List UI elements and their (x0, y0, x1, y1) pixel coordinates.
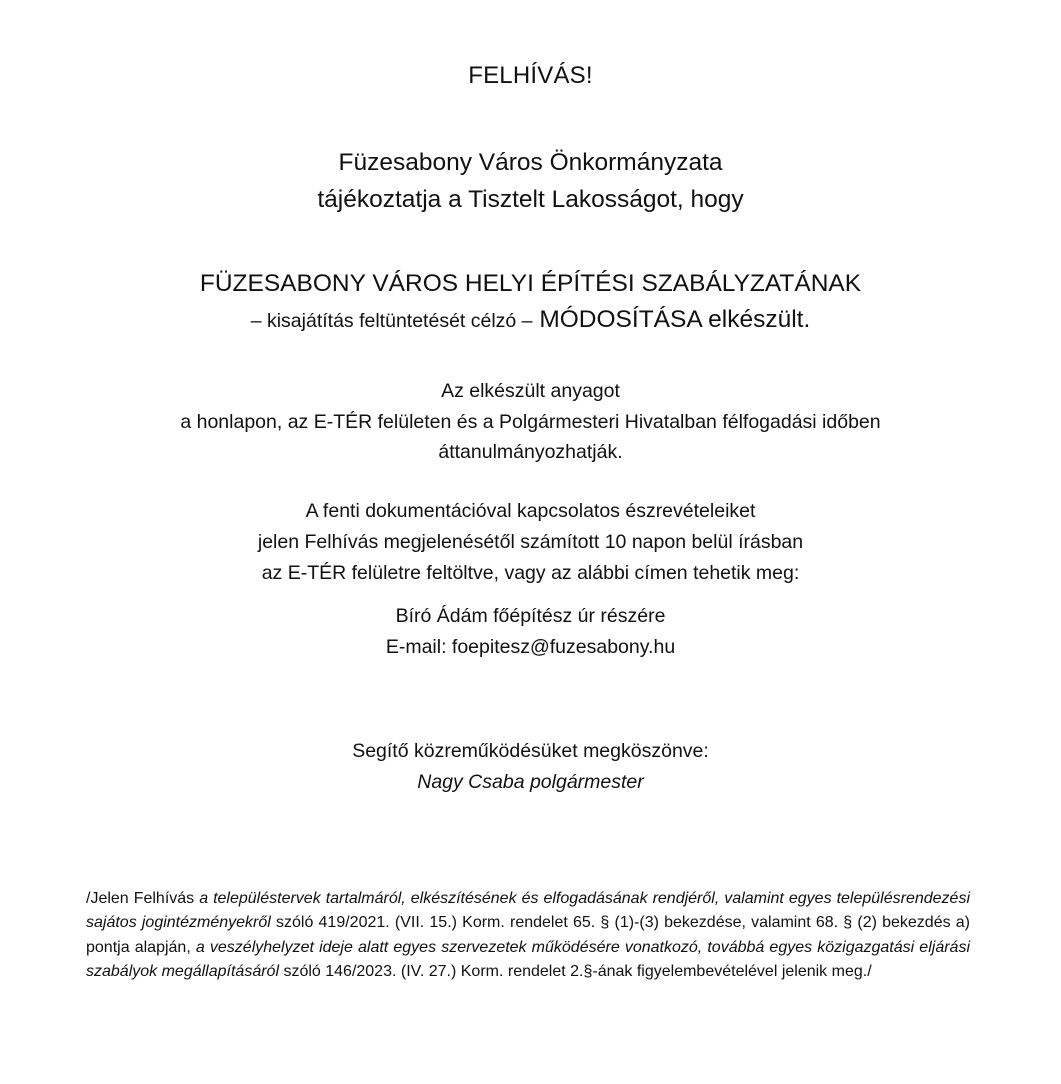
regulation-subtitle (0, 302, 1061, 339)
organization-name: Füzesabony Város Önkormányzata (338, 149, 723, 176)
material-line-3: áttanulmányozhatják. (438, 441, 623, 463)
notice-heading (0, 62, 1061, 90)
contact-recipient: Bíró Ádám főépítész úr részére (395, 605, 666, 627)
contact-block (0, 601, 1061, 663)
contact-email: E-mail: foepitesz@fuzesabony.hu (385, 636, 676, 658)
material-block (0, 376, 1061, 468)
closing-signature: Nagy Csaba polgármester (417, 771, 644, 793)
footnote-part-5: szóló 146/2023. (IV. 27.) Korm. rendelet 2.§-ának figyelembevételével jelenik meg./ (279, 962, 872, 980)
organization-intro: tájékoztatja a Tisztelt Lakosságot, hogy (317, 186, 744, 213)
organization-block (0, 144, 1061, 218)
closing-thanks: Segítő közreműködésüket megköszönve: (352, 740, 709, 762)
heading-text: FELHÍVÁS! (468, 62, 593, 89)
comments-line-3: az E-TÉR felületre feltöltve, vagy az alábbi címen tehetik meg: (261, 562, 800, 584)
comments-line-2: jelen Felhívás megjelenésétől számított 10 napon belül írásban (257, 531, 804, 553)
material-line-1: Az elkészült anyagot (441, 380, 620, 402)
footnote-part-1: /Jelen Felhívás (86, 890, 200, 907)
regulation-subtitle-small: – kisajátítás feltüntetését célzó – (250, 310, 533, 332)
legal-footnote (86, 887, 970, 984)
closing-block (0, 736, 1061, 798)
regulation-title: FÜZESABONY VÁROS HELYI ÉPÍTÉSI SZABÁLYZATÁNAK (199, 270, 862, 297)
footnote-part-4: a veszélyhelyzet ideje alatt egyes szervezetek működésére vonatkozó, továbbá egyes közigazgatási eljárási szabályok megállapításáról (86, 938, 970, 980)
regulation-subtitle-big: MÓDOSÍTÁSA elkészült. (539, 306, 811, 333)
material-line-2: a honlapon, az E-TÉR felületen és a Polgármesteri Hivatalban félfogadási időben (180, 410, 881, 433)
footnote-part-2: a településtervek tartalmáról, elkészítésének és elfogadásának rendjéről, valamint egyes településrendezési sajátos jogintézményekről (86, 890, 971, 932)
comments-block (0, 496, 1061, 589)
footnote-part-3: szóló 419/2021. (VII. 15.) Korm. rendelet 65. § (1)-(3) bekezdése, valamint 68. § (2) bekezdés a) pontja alapján, (86, 914, 970, 956)
comments-line-1: A fenti dokumentációval kapcsolatos észrevételeiket (305, 500, 756, 522)
regulation-title-block (0, 266, 1061, 339)
